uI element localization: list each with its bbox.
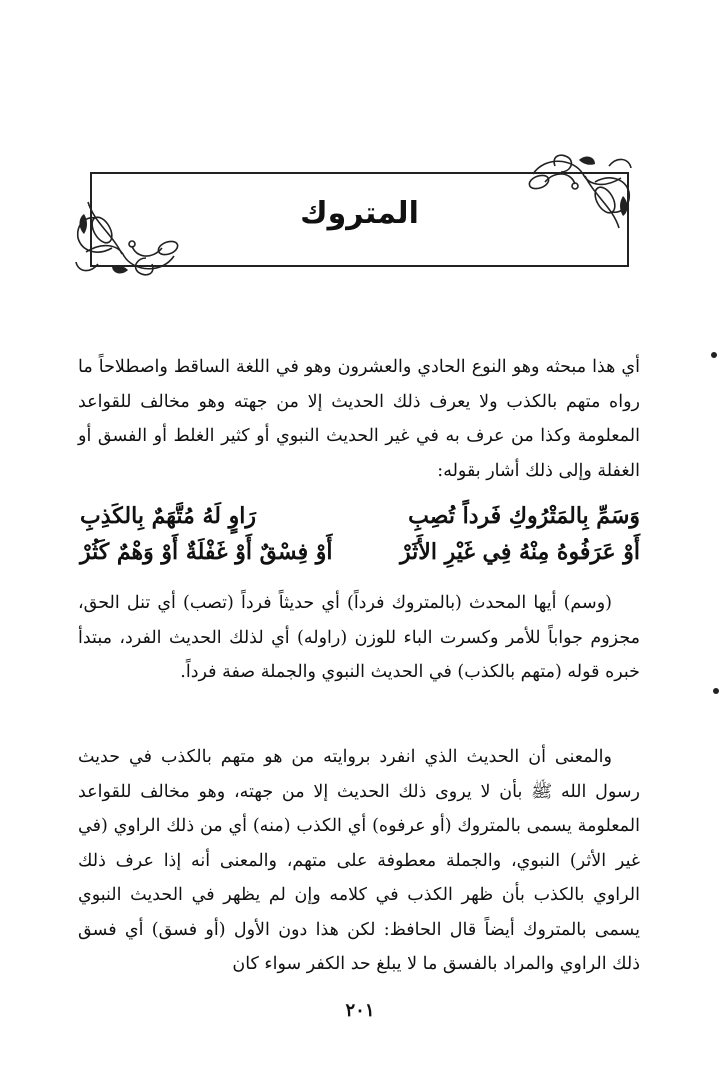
page-number: ٢٠١ (345, 1000, 375, 1021)
poem-line-1-right: وَسَمِّ بِالمَتْرُوكِ فَرداً تُصِبِ (408, 503, 640, 529)
margin-mark (713, 688, 719, 694)
explanation-text: (وسم) أيها المحدث (بالمتروك فرداً) أي حديثاً فرداً (تصب) أي تنل الحق، مجزوم جواباً للأمر وكسرت الباء للوزن (راوله) أي لذلك الحديث الفرد، مبتدأ خبره قوله (متهم بالكذب) في الحديث النبوي والجملة صفة فرداً. (78, 593, 640, 682)
explanation-paragraph (78, 586, 640, 690)
poem-line-1 (80, 496, 640, 536)
margin-mark (711, 352, 717, 358)
poem-line-2-left: أَوْ فِسْقٌ أَوْ غَفْلَةٌ أَوْ وَهْمٌ كَثُرْ (80, 539, 333, 565)
meaning-paragraph (78, 740, 640, 982)
meaning-text: والمعنى أن الحديث الذي انفرد بروايته من هو متهم بالكذب في حديث رسول الله ﷺ بأن لا يروى ذلك الحديث إلا من جهته، وهو مخالف للقواعد المعلومة يسمى بالمتروك (أو عرفوه) أي الكذب (منه) أي من ذلك الراوي (في غير الأثر) النبوي، والجملة معطوفة على متهم، والمعنى أنه إذا عرف ذلك الراوي بالكذب بأن ظهر الكذب في كلامه وإن لم يظهر في الحديث النبوي يسمى بالمتروك أيضاً قال الحافظ: لكن هذا دون الأول (أو فسق) أي فسق ذلك الراوي والمراد بالفسق ما لا يبلغ حد الكفر سواء كان (78, 747, 640, 974)
floral-ornament-icon (72, 198, 182, 278)
intro-paragraph (78, 350, 640, 488)
page-title: المتروك (300, 196, 419, 231)
intro-text: أي هذا مبحثه وهو النوع الحادي والعشرون وهو في اللغة الساقط واصطلاحاً ما رواه متهم بالكذب ولا يعرف ذلك الحديث إلا من جهته وهو مخالف للقواعد المعلومة وكذا من عرف به في غير الحديث النبوي أو كثير الغلط أو الفسق أو الغفلة وإلى ذلك أشار بقوله: (78, 357, 640, 481)
poem-line-1-left: رَاوٍ لَهُ مُتَّهَمٌ بِالكَذِبِ (80, 503, 256, 529)
poem-line-2 (80, 532, 640, 572)
poem-line-2-right: أَوْ عَرَفُوهُ مِنْهُ فِي غَيْرِ الأَثَرْ (400, 539, 640, 565)
floral-ornament-icon (525, 152, 635, 232)
